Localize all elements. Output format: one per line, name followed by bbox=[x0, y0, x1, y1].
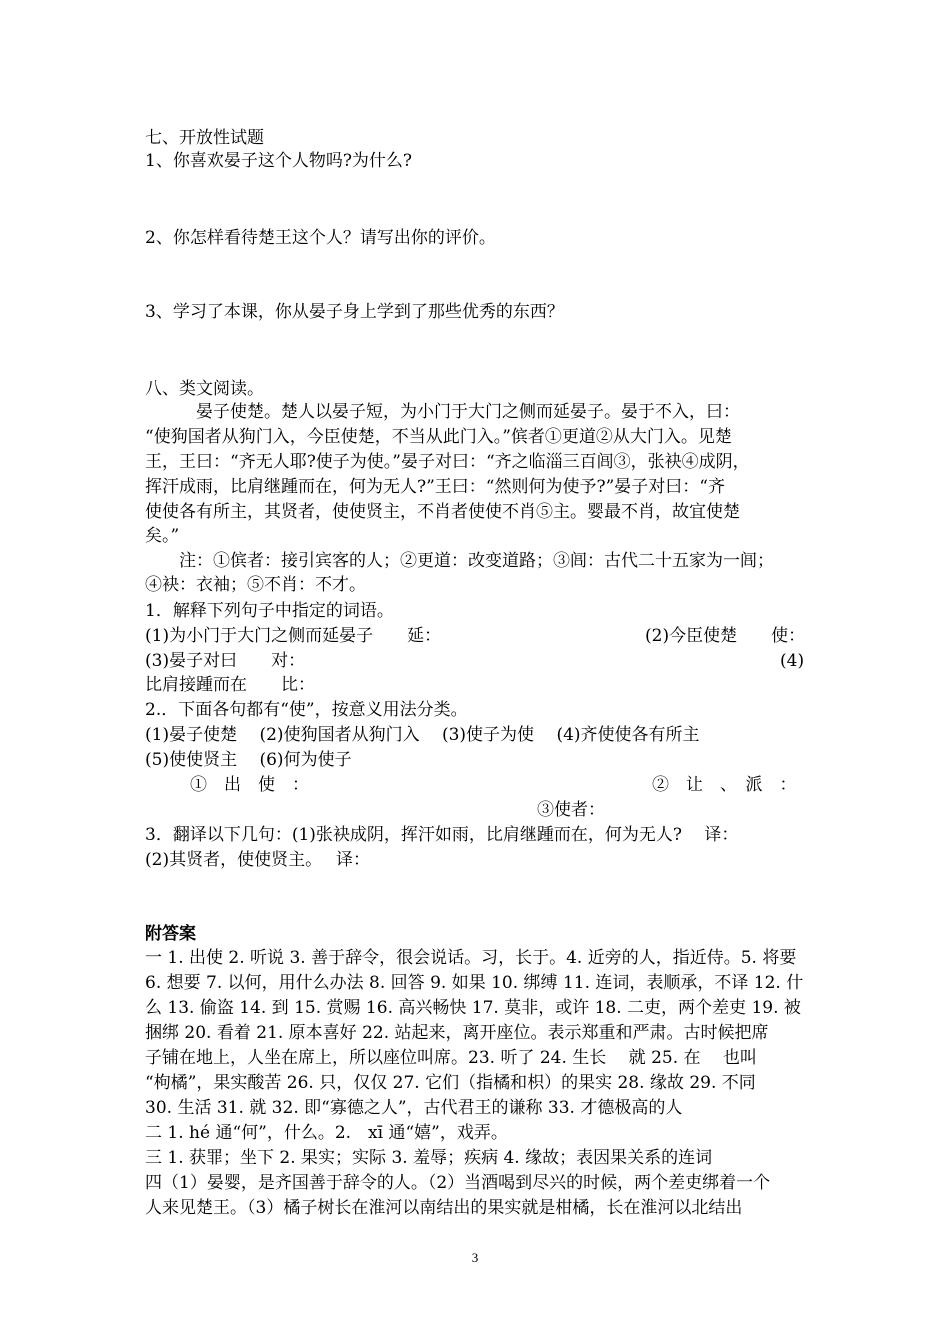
reading-question-1-c: (3)晏子对曰 对： bbox=[145, 651, 306, 671]
answer-line: 6. 想要 7. 以何，用什么办法 8. 回答 9. 如果 10. 绑缚 11. 连词，表顺承，不译 12. 什 bbox=[145, 973, 804, 993]
page-number: 3 bbox=[471, 1250, 479, 1265]
answer-line: 人来见楚王。（3）橘子树长在淮河以南结出的果实就是柑橘，长在淮河以北结出 bbox=[145, 1198, 743, 1218]
notes-line: 注：①傧者：接引宾客的人；②更道：改变道路；③闾：古代二十五家为一闾； bbox=[145, 551, 774, 571]
passage-line: 使使各有所主，其贤者，使使贤主，不肖者使使不肖⑤主。婴最不肖，故宜使楚 bbox=[145, 502, 740, 522]
reading-question-3-line: 3．翻译以下几句：(1)张袂成阴，挥汗如雨，比肩继踵而在，何为无人? 译： bbox=[145, 825, 739, 845]
passage-line: 王，王曰：“齐无人耶?使子为使。”晏子对曰：“齐之临淄三百闾③，张袂④成阴， bbox=[145, 452, 750, 472]
reading-question-3-line: (2)其贤者，使使贤主。 译： bbox=[145, 850, 370, 870]
answer-line: 三 1. 获罪；坐下 2. 果实；实际 3. 羞辱；疾病 4. 缘故；表因果关系的连词 bbox=[145, 1148, 713, 1168]
category-shizhe: ③使者： bbox=[537, 800, 605, 820]
category-chushi: ① 出 使 ： bbox=[190, 775, 309, 795]
section-7-heading: 七、开放性试题 bbox=[145, 128, 264, 148]
answer-line: “枸橘”，果实酸苦 26. 只，仅仅 27. 它们（指橘和枳）的果实 28. 缘故 29. 不同 bbox=[145, 1073, 756, 1093]
reading-question-2-title: 2.．下面各句都有“使”，按意义用法分类。 bbox=[145, 700, 468, 720]
category-rang-pai: ② 让 、 派 ： bbox=[652, 775, 797, 795]
reading-question-1-title: 1．解释下列句子中指定的词语。 bbox=[145, 601, 394, 621]
reading-question-1-d: 比肩接踵而在 比： bbox=[145, 675, 315, 695]
open-question-2: 2、你怎样看待楚王这个人？请写出你的评价。 bbox=[145, 228, 496, 248]
notes-line: ④袂：衣袖；⑤不肖：不才。 bbox=[145, 575, 366, 595]
passage-line: 挥汗成雨，比肩继踵而在，何为无人?”王曰：“然则何为使予?”晏子对曰：“齐 bbox=[145, 477, 725, 497]
answer-line: 二 1. hé 通“何”，什么。2. xī 通“嬉”，戏弄。 bbox=[145, 1123, 508, 1143]
reading-question-1-a: (1)为小门于大门之侧而延晏子 延： bbox=[145, 626, 442, 646]
open-question-1: 1、你喜欢晏子这个人物吗?为什么? bbox=[145, 151, 413, 171]
passage-line: “使狗国者从狗门入，今臣使楚，不当从此门入。”傧者①更道②从大门入。见楚 bbox=[145, 427, 732, 447]
section-8-heading: 八、类文阅读。 bbox=[145, 379, 264, 399]
reading-question-2-items: (5)使使贤主 (6)何为使子 bbox=[145, 750, 352, 770]
answers-heading: 附答案 bbox=[145, 924, 196, 944]
answer-line: 一 1. 出使 2. 听说 3. 善于辞令，很会说话。习，长于。4. 近旁的人，指近侍。5. 将要 bbox=[145, 948, 797, 968]
passage-line: 晏子使楚。楚人以晏子短，为小门于大门之侧而延晏子。晏于不入，曰： bbox=[145, 402, 740, 422]
reading-question-2-items: (1)晏子使楚 (2)使狗国者从狗门入 (3)使子为使 (4)齐使使各有所主 bbox=[145, 725, 700, 745]
answer-line: 30. 生活 31. 就 32. 即“寡德之人”，古代君王的谦称 33. 才德极高的人 bbox=[145, 1098, 683, 1118]
reading-question-1-d-number: (4) bbox=[780, 651, 805, 671]
answer-line: 四（1）晏婴，是齐国善于辞令的人。（2）当酒喝到尽兴的时候，两个差吏绑着一个 bbox=[145, 1173, 771, 1193]
answer-line: 捆绑 20. 看着 21. 原本喜好 22. 站起来，离开座位。表示郑重和严肃。古时候把席 bbox=[145, 1023, 769, 1043]
reading-question-1-b: (2)今臣使楚 使： bbox=[645, 626, 806, 646]
answer-line: 子铺在地上，人坐在席上，所以座位叫席。23. 听了 24. 生长 就 25. 在 也叫 bbox=[145, 1048, 757, 1068]
open-question-3: 3、学习了本课，你从晏子身上学到了那些优秀的东西？ bbox=[145, 302, 564, 322]
answer-line: 么 13. 偷盗 14. 到 15. 赏赐 16. 高兴畅快 17. 莫非，或许 18. 二吏，两个差吏 19. 被 bbox=[145, 998, 801, 1018]
passage-line: 矣。” bbox=[145, 526, 180, 546]
